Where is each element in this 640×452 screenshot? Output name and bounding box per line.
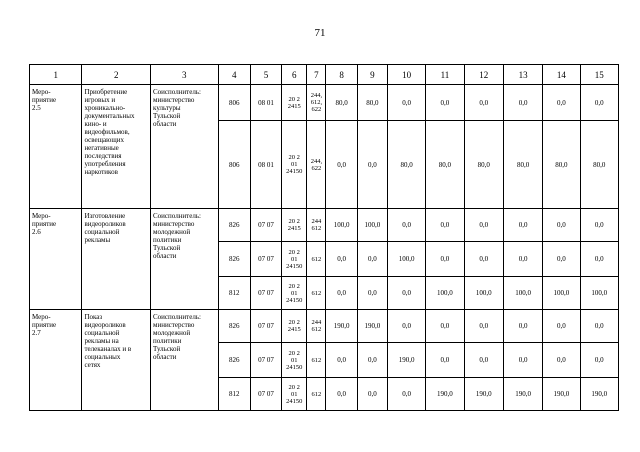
value-cell-10: 0,0	[387, 209, 425, 242]
table-row	[30, 310, 619, 343]
measure-name-cell: Показ видеороликов социальной рекламы на телеканалах и в социальных сетях	[82, 310, 151, 411]
header-cell-4: 4	[218, 65, 250, 85]
value-cell-10: 0,0	[387, 378, 425, 411]
section-cell: 07 07	[250, 242, 281, 277]
target-article-cell: 20 2 2415	[282, 85, 307, 121]
value-cell-15: 80,0	[580, 121, 618, 209]
value-cell-9: 0,0	[357, 277, 387, 310]
value-cell-13: 100,0	[503, 277, 542, 310]
value-cell-10: 80,0	[387, 121, 425, 209]
value-cell-14: 0,0	[543, 209, 580, 242]
value-cell-15: 190,0	[580, 378, 618, 411]
value-cell-8: 100,0	[326, 209, 357, 242]
value-cell-9: 0,0	[357, 121, 387, 209]
code-cell: 812	[218, 277, 250, 310]
header-cell-11: 11	[426, 65, 464, 85]
target-article-cell: 20 2 2415	[282, 310, 307, 343]
table-row	[30, 209, 619, 242]
header-cell-3: 3	[151, 65, 219, 85]
value-cell-15: 0,0	[580, 209, 618, 242]
value-cell-11: 0,0	[426, 343, 464, 378]
value-cell-10: 0,0	[387, 277, 425, 310]
value-cell-14: 190,0	[543, 378, 580, 411]
value-cell-14: 0,0	[543, 242, 580, 277]
value-cell-8: 0,0	[326, 277, 357, 310]
measure-cell: Меро- приятие 2.5	[30, 85, 82, 209]
value-cell-9: 80,0	[357, 85, 387, 121]
value-cell-12: 0,0	[464, 310, 503, 343]
value-cell-15: 0,0	[580, 242, 618, 277]
target-article-cell: 20 2 01 24150	[282, 242, 307, 277]
value-cell-10: 0,0	[387, 85, 425, 121]
header-cell-10: 10	[387, 65, 425, 85]
expense-type-cell: 244 612	[307, 310, 326, 343]
value-cell-11: 0,0	[426, 242, 464, 277]
value-cell-11: 100,0	[426, 277, 464, 310]
value-cell-13: 0,0	[503, 209, 542, 242]
value-cell-13: 0,0	[503, 310, 542, 343]
value-cell-14: 0,0	[543, 343, 580, 378]
budget-table	[29, 64, 619, 411]
header-cell-5: 5	[250, 65, 281, 85]
target-article-cell: 20 2 2415	[282, 209, 307, 242]
code-cell: 812	[218, 378, 250, 411]
executor-cell: Соисполнитель: министерство молодежной политики Тульской области	[151, 209, 219, 310]
value-cell-15: 0,0	[580, 310, 618, 343]
expense-type-cell: 612	[307, 343, 326, 378]
code-cell: 806	[218, 85, 250, 121]
header-cell-15: 15	[580, 65, 618, 85]
value-cell-8: 190,0	[326, 310, 357, 343]
expense-type-cell: 612	[307, 378, 326, 411]
value-cell-12: 100,0	[464, 277, 503, 310]
value-cell-14: 0,0	[543, 85, 580, 121]
value-cell-12: 0,0	[464, 85, 503, 121]
page-number: 71	[314, 27, 326, 39]
expense-type-cell: 612	[307, 277, 326, 310]
measure-cell: Меро- приятие 2.6	[30, 209, 82, 310]
value-cell-14: 100,0	[543, 277, 580, 310]
section-cell: 07 07	[250, 378, 281, 411]
target-article-cell: 20 2 01 24150	[282, 277, 307, 310]
header-cell-8: 8	[326, 65, 357, 85]
expense-type-cell: 244 612	[307, 209, 326, 242]
measure-cell: Меро- приятие 2.7	[30, 310, 82, 411]
executor-cell: Соисполнитель: министерство молодежной политики Тульской области	[151, 310, 219, 411]
value-cell-9: 100,0	[357, 209, 387, 242]
header-cell-9: 9	[357, 65, 387, 85]
value-cell-12: 0,0	[464, 242, 503, 277]
header-cell-7: 7	[307, 65, 326, 85]
target-article-cell: 20 2 01 24150	[282, 343, 307, 378]
value-cell-12: 0,0	[464, 343, 503, 378]
value-cell-10: 0,0	[387, 310, 425, 343]
value-cell-13: 80,0	[503, 121, 542, 209]
value-cell-8: 0,0	[326, 121, 357, 209]
header-cell-13: 13	[503, 65, 542, 85]
value-cell-11: 80,0	[426, 121, 464, 209]
section-cell: 08 01	[250, 85, 281, 121]
value-cell-9: 0,0	[357, 378, 387, 411]
code-cell: 826	[218, 310, 250, 343]
value-cell-13: 190,0	[503, 378, 542, 411]
value-cell-12: 190,0	[464, 378, 503, 411]
value-cell-12: 80,0	[464, 121, 503, 209]
measure-name-cell: Приобретение игровых и хроникально- документальных кино- и видеофильмов, освещающих негативные последствия употребления наркотиков	[82, 85, 151, 209]
executor-cell: Соисполнитель: министерство культуры Тульской области	[151, 85, 219, 209]
section-cell: 07 07	[250, 310, 281, 343]
value-cell-9: 0,0	[357, 343, 387, 378]
value-cell-11: 0,0	[426, 85, 464, 121]
section-cell: 08 01	[250, 121, 281, 209]
value-cell-15: 100,0	[580, 277, 618, 310]
header-cell-6: 6	[282, 65, 307, 85]
value-cell-14: 80,0	[543, 121, 580, 209]
section-cell: 07 07	[250, 209, 281, 242]
measure-name-cell: Изготовление видеороликов социальной рекламы	[82, 209, 151, 310]
value-cell-8: 0,0	[326, 343, 357, 378]
code-cell: 826	[218, 343, 250, 378]
value-cell-9: 0,0	[357, 242, 387, 277]
value-cell-10: 100,0	[387, 242, 425, 277]
header-cell-1: 1	[30, 65, 82, 85]
value-cell-8: 0,0	[326, 378, 357, 411]
value-cell-15: 0,0	[580, 343, 618, 378]
code-cell: 826	[218, 209, 250, 242]
expense-type-cell: 244, 622	[307, 121, 326, 209]
value-cell-11: 0,0	[426, 310, 464, 343]
expense-type-cell: 612	[307, 242, 326, 277]
code-cell: 806	[218, 121, 250, 209]
value-cell-13: 0,0	[503, 85, 542, 121]
value-cell-12: 0,0	[464, 209, 503, 242]
section-cell: 07 07	[250, 277, 281, 310]
value-cell-13: 0,0	[503, 343, 542, 378]
header-row	[30, 65, 619, 85]
value-cell-10: 190,0	[387, 343, 425, 378]
header-cell-14: 14	[543, 65, 580, 85]
target-article-cell: 20 2 01 24150	[282, 378, 307, 411]
section-cell: 07 07	[250, 343, 281, 378]
expense-type-cell: 244, 612, 622	[307, 85, 326, 121]
header-cell-2: 2	[82, 65, 151, 85]
value-cell-8: 0,0	[326, 242, 357, 277]
value-cell-9: 190,0	[357, 310, 387, 343]
header-cell-12: 12	[464, 65, 503, 85]
value-cell-13: 0,0	[503, 242, 542, 277]
value-cell-15: 0,0	[580, 85, 618, 121]
code-cell: 826	[218, 242, 250, 277]
target-article-cell: 20 2 01 24150	[282, 121, 307, 209]
value-cell-11: 190,0	[426, 378, 464, 411]
value-cell-8: 80,0	[326, 85, 357, 121]
value-cell-14: 0,0	[543, 310, 580, 343]
table-row	[30, 85, 619, 121]
value-cell-11: 0,0	[426, 209, 464, 242]
